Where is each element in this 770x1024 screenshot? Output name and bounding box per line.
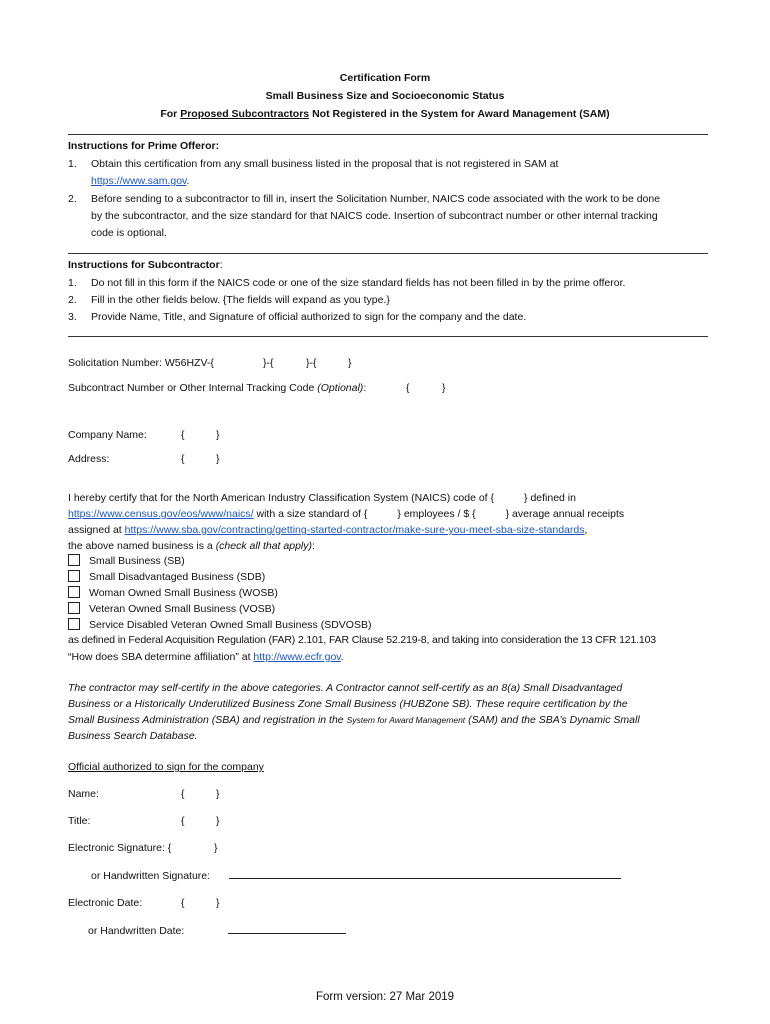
field-brace: }-{ [306,357,317,369]
sub-instruction-1: Do not fill in this form if the NAICS code or one of the size standard fields has not been filled in by the prime offeror. [91,277,626,289]
prime-instruction-1-link-line: https://www.sam.gov. [91,175,190,187]
prime-instruction-1: Obtain this certification from any small business listed in the proposal that is not registered in SAM at [91,158,559,170]
field-brace: } [442,382,446,394]
field-brace: } [216,897,220,909]
sub-instructions-heading: Instructions for Subcontractor: [68,259,223,271]
subcontract-number-field[interactable] [412,378,440,394]
official-name-label: Name: [68,788,99,800]
field-brace: } [216,429,220,441]
solicitation-part-3-field[interactable] [323,353,347,369]
handwritten-signature-label: or Handwritten Signature: [91,870,211,882]
small-disadvantaged-business-checkbox[interactable] [68,570,80,582]
list-number: 2. [68,193,77,205]
field-brace: } [216,453,220,465]
self-certify-note: Business Search Database. [68,730,198,742]
solicitation-number-label: Solicitation Number: W56HZV-{ [68,357,214,369]
solicitation-part-1-field[interactable] [234,353,262,369]
certify-line-1: I hereby certify that for the North American Industry Classification System (NAICS) code of { } defined in [68,492,576,504]
address-label: Address: [68,453,110,465]
checkbox-label: Small Business (SB) [89,555,185,567]
electronic-signature-field[interactable] [188,838,212,854]
form-title: Certification Form [339,72,431,84]
census-naics-link[interactable]: https://www.census.gov/eos/www/naics/ [68,508,254,520]
field-brace: }-{ [263,357,274,369]
field-brace: } [214,842,218,854]
company-name-field[interactable] [188,425,214,441]
certify-line-4: the above named business is a (check all that apply): [68,540,315,552]
field-brace: { [181,897,185,909]
list-number: 2. [68,294,77,306]
sub-instruction-3: Provide Name, Title, and Signature of official authorized to sign for the company and the date. [91,311,527,323]
sub-instruction-2: Fill in the other fields below. {The fields will expand as you type.} [91,294,390,306]
far-reference-line-1: as defined in Federal Acquisition Regulation (FAR) 2.101, FAR Clause 52.219-8, and taking into consideration the 13 CFR 121.103 [68,634,656,646]
list-number: 1. [68,158,77,170]
checkbox-label: Woman Owned Small Business (WOSB) [89,587,278,599]
field-brace: } [216,788,220,800]
woman-owned-small-business-checkbox[interactable] [68,586,80,598]
list-number: 1. [68,277,77,289]
ecfr-link[interactable]: http://www.ecfr.gov [253,651,341,663]
address-field[interactable] [188,449,214,465]
handwritten-date-label: or Handwritten Date: [88,925,185,937]
field-brace: { [406,382,410,394]
veteran-owned-small-business-checkbox[interactable] [68,602,80,614]
sba-size-standards-link[interactable]: https://www.sba.gov/contracting/getting-started-contractor/make-sure-you-meet-sba-size-standards [124,524,585,536]
far-reference-line-2: “How does SBA determine affiliation” at http://www.ecfr.gov. [68,651,344,663]
list-number: 3. [68,311,77,323]
field-brace: { [181,429,185,441]
official-title-field[interactable] [188,811,214,827]
prime-instruction-2: Before sending to a subcontractor to fill in, insert the Solicitation Number, NAICS code associated with the work to be done [91,193,661,205]
solicitation-part-2-field[interactable] [280,353,306,369]
service-disabled-veteran-checkbox[interactable] [68,618,80,630]
field-brace: { [181,788,185,800]
proposed-subcontractors-text: Proposed Subcontractors [180,108,310,120]
small-business-checkbox[interactable] [68,554,80,566]
prime-instructions-heading: Instructions for Prime Offeror: [68,140,220,152]
sam-gov-link[interactable]: https://www.sam.gov [91,175,187,187]
handwritten-signature-line[interactable] [229,868,621,879]
checkbox-label: Small Disadvantaged Business (SDB) [89,571,266,583]
field-brace: } [348,357,352,369]
electronic-date-field[interactable] [188,893,214,909]
field-brace: { [181,453,185,465]
official-title-label: Title: [68,815,91,827]
self-certify-note: Small Business Administration (SBA) and registration in the System for Award Management (SAM) and the SBA’s Dynamic Small [68,714,640,726]
form-version: Form version: 27 Mar 2019 [315,991,455,1003]
self-certify-note: Business or a Historically Underutilized Business Zone Small Business (HUBZone SB). These require certification by the [68,698,628,710]
prime-instruction-2: by the subcontractor, and the size standard for that NAICS code. Insertion of subcontract number or other internal tracking [91,210,658,222]
prime-instruction-2: code is optional. [91,227,167,239]
form-scope-line: For Proposed Subcontractors Not Registered in the System for Award Management (SAM) [160,108,610,120]
handwritten-date-line[interactable] [228,923,346,934]
divider [68,253,708,254]
self-certify-note: The contractor may self-certify in the above categories. A Contractor cannot self-certify as an 8(a) Small Disadvantaged [68,682,623,694]
certify-line-3: assigned at https://www.sba.gov/contracting/getting-started-contractor/make-sure-you-meet-sba-size-standards, [68,524,588,536]
divider [68,134,708,135]
official-name-field[interactable] [188,784,214,800]
electronic-signature-label: Electronic Signature: { [68,842,172,854]
official-heading: Official authorized to sign for the company [68,761,264,773]
subcontract-number-label: Subcontract Number or Other Internal Tracking Code (Optional): [68,382,367,394]
checkbox-label: Veteran Owned Small Business (VOSB) [89,603,276,615]
form-subtitle: Small Business Size and Socioeconomic Status [265,90,505,102]
checkbox-label: Service Disabled Veteran Owned Small Business (SDVOSB) [89,619,372,631]
field-brace: } [216,815,220,827]
company-name-label: Company Name: [68,429,147,441]
field-brace: { [181,815,185,827]
divider [68,336,708,337]
electronic-date-label: Electronic Date: [68,897,143,909]
certify-line-2: https://www.census.gov/eos/www/naics/ with a size standard of { } employees / $ { } average annual receipts [68,508,625,520]
